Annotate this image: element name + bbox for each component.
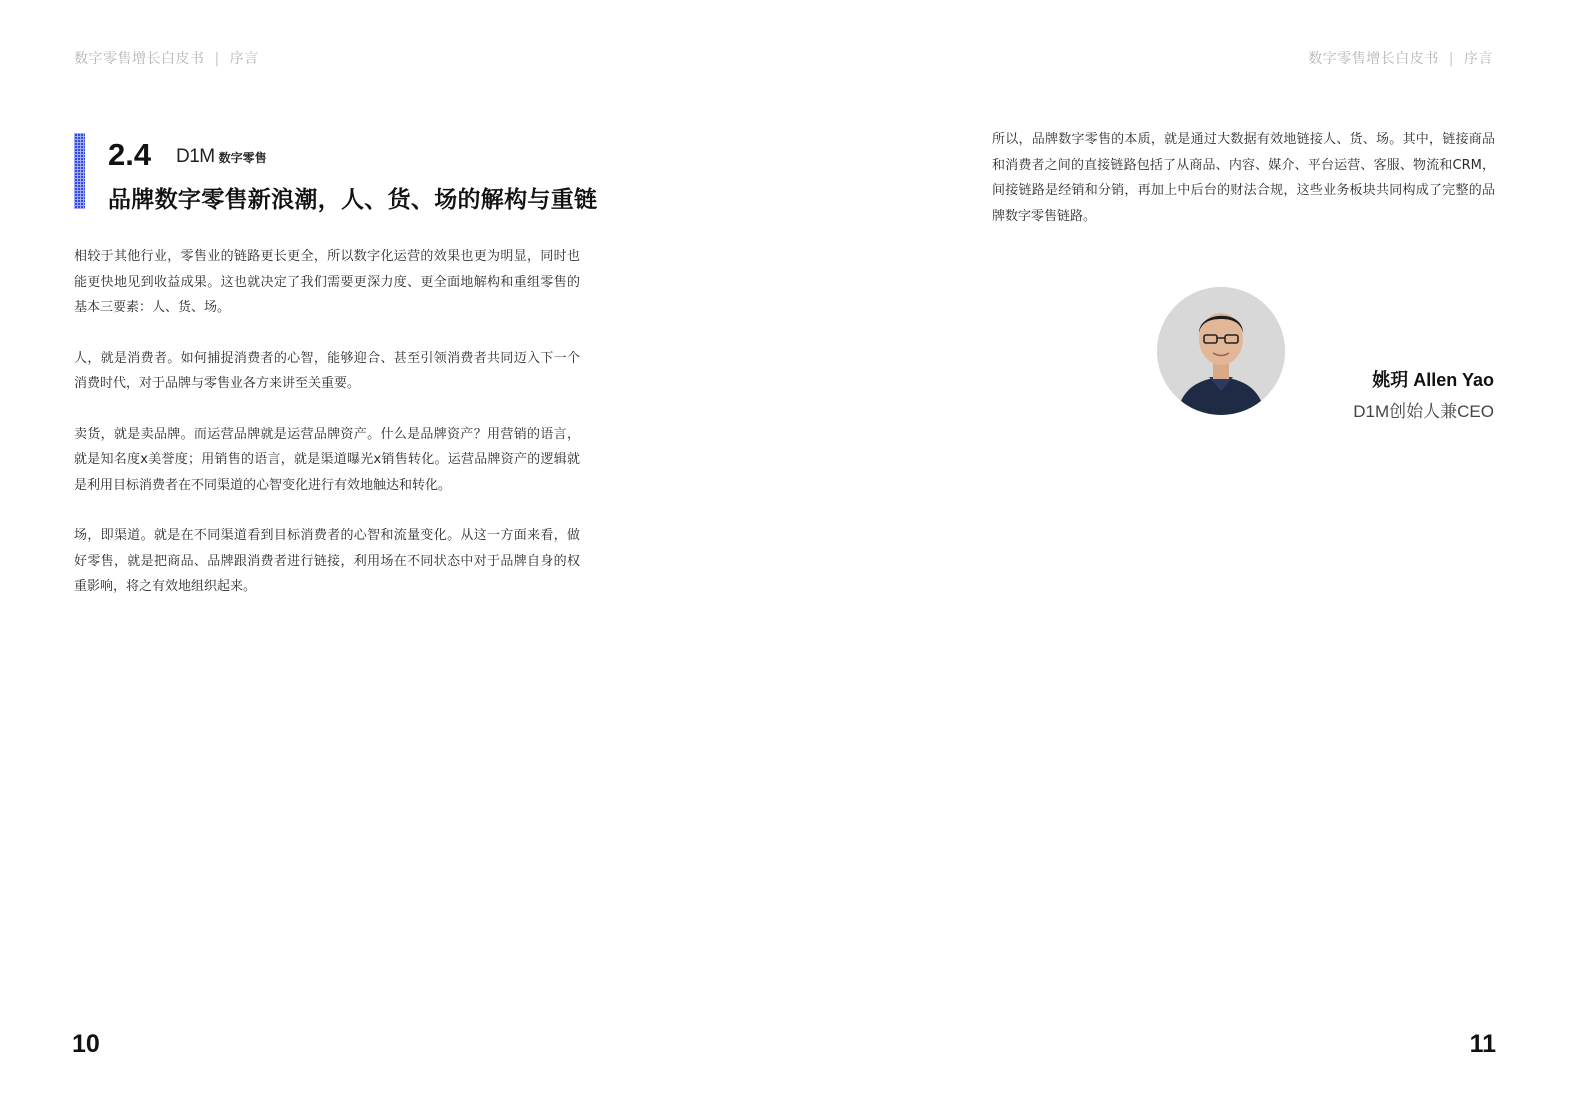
brand-logo-text: 数字零售 xyxy=(218,150,267,165)
right-body-text xyxy=(992,127,1495,254)
person-name: 姚玥 Allen Yao xyxy=(1372,370,1494,390)
page-number-right: 11 xyxy=(1469,1030,1496,1058)
running-header-left xyxy=(74,48,259,68)
section-number: 2.4 xyxy=(108,137,152,172)
brand-logo-mark: D1M xyxy=(176,146,215,167)
accent-bar xyxy=(74,133,85,209)
header-title: 数字零售增长白皮书 xyxy=(74,51,205,67)
left-body-text xyxy=(74,244,580,625)
running-header-right xyxy=(1308,48,1493,68)
paragraph: 人，就是消费者。如何捕捉消费者的心智，能够迎合、甚至引领消费者共同迈入下一个消费时代，对于品牌与零售业各方来讲至关重要。 xyxy=(74,350,580,391)
header-title: 数字零售增长白皮书 xyxy=(1308,51,1439,67)
paragraph: 卖货，就是卖品牌。而运营品牌就是运营品牌资产。什么是品牌资产？用营销的语言，就是知名度x美誉度；用销售的语言，就是渠道曝光x销售转化。运营品牌资产的逻辑就是利用目标消费者在不同渠道的心智变化进行有效地触达和转化。 xyxy=(74,426,580,493)
paragraph: 所以，品牌数字零售的本质，就是通过大数据有效地链接人、货、场。其中，链接商品和消费者之间的直接链路包括了从商品、内容、媒介、平台运营、客服、物流和CRM，间接链路是经销和分销，再加上中后台的财法合规，这些业务板块共同构成了完整的品牌数字零售链路。 xyxy=(992,132,1495,224)
person-title: D1M创始人兼CEO xyxy=(1353,402,1494,421)
header-separator: | xyxy=(1448,51,1454,67)
header-section: 序言 xyxy=(1464,51,1493,67)
paragraph: 相较于其他行业，零售业的链路更长更全，所以数字化运营的效果也更为明显，同时也能更快地见到收益成果。这也就决定了我们需要更深力度、更全面地解构和重组零售的基本三要素：人、货、场。 xyxy=(74,249,580,315)
avatar xyxy=(1157,287,1285,415)
brand-logo xyxy=(176,146,267,168)
header-section: 序言 xyxy=(229,51,259,67)
page-number-left: 10 xyxy=(72,1030,100,1058)
section-title: 品牌数字零售新浪潮，人、货、场的解构与重链 xyxy=(108,187,598,213)
header-separator: | xyxy=(214,51,220,67)
section-heading xyxy=(74,133,598,213)
paragraph: 场，即渠道。就是在不同渠道看到目标消费者的心智和流量变化。从这一方面来看，做好零售，就是把商品、品牌跟消费者进行链接，利用场在不同状态中对于品牌自身的权重影响，将之有效地组织起来。 xyxy=(74,528,580,594)
